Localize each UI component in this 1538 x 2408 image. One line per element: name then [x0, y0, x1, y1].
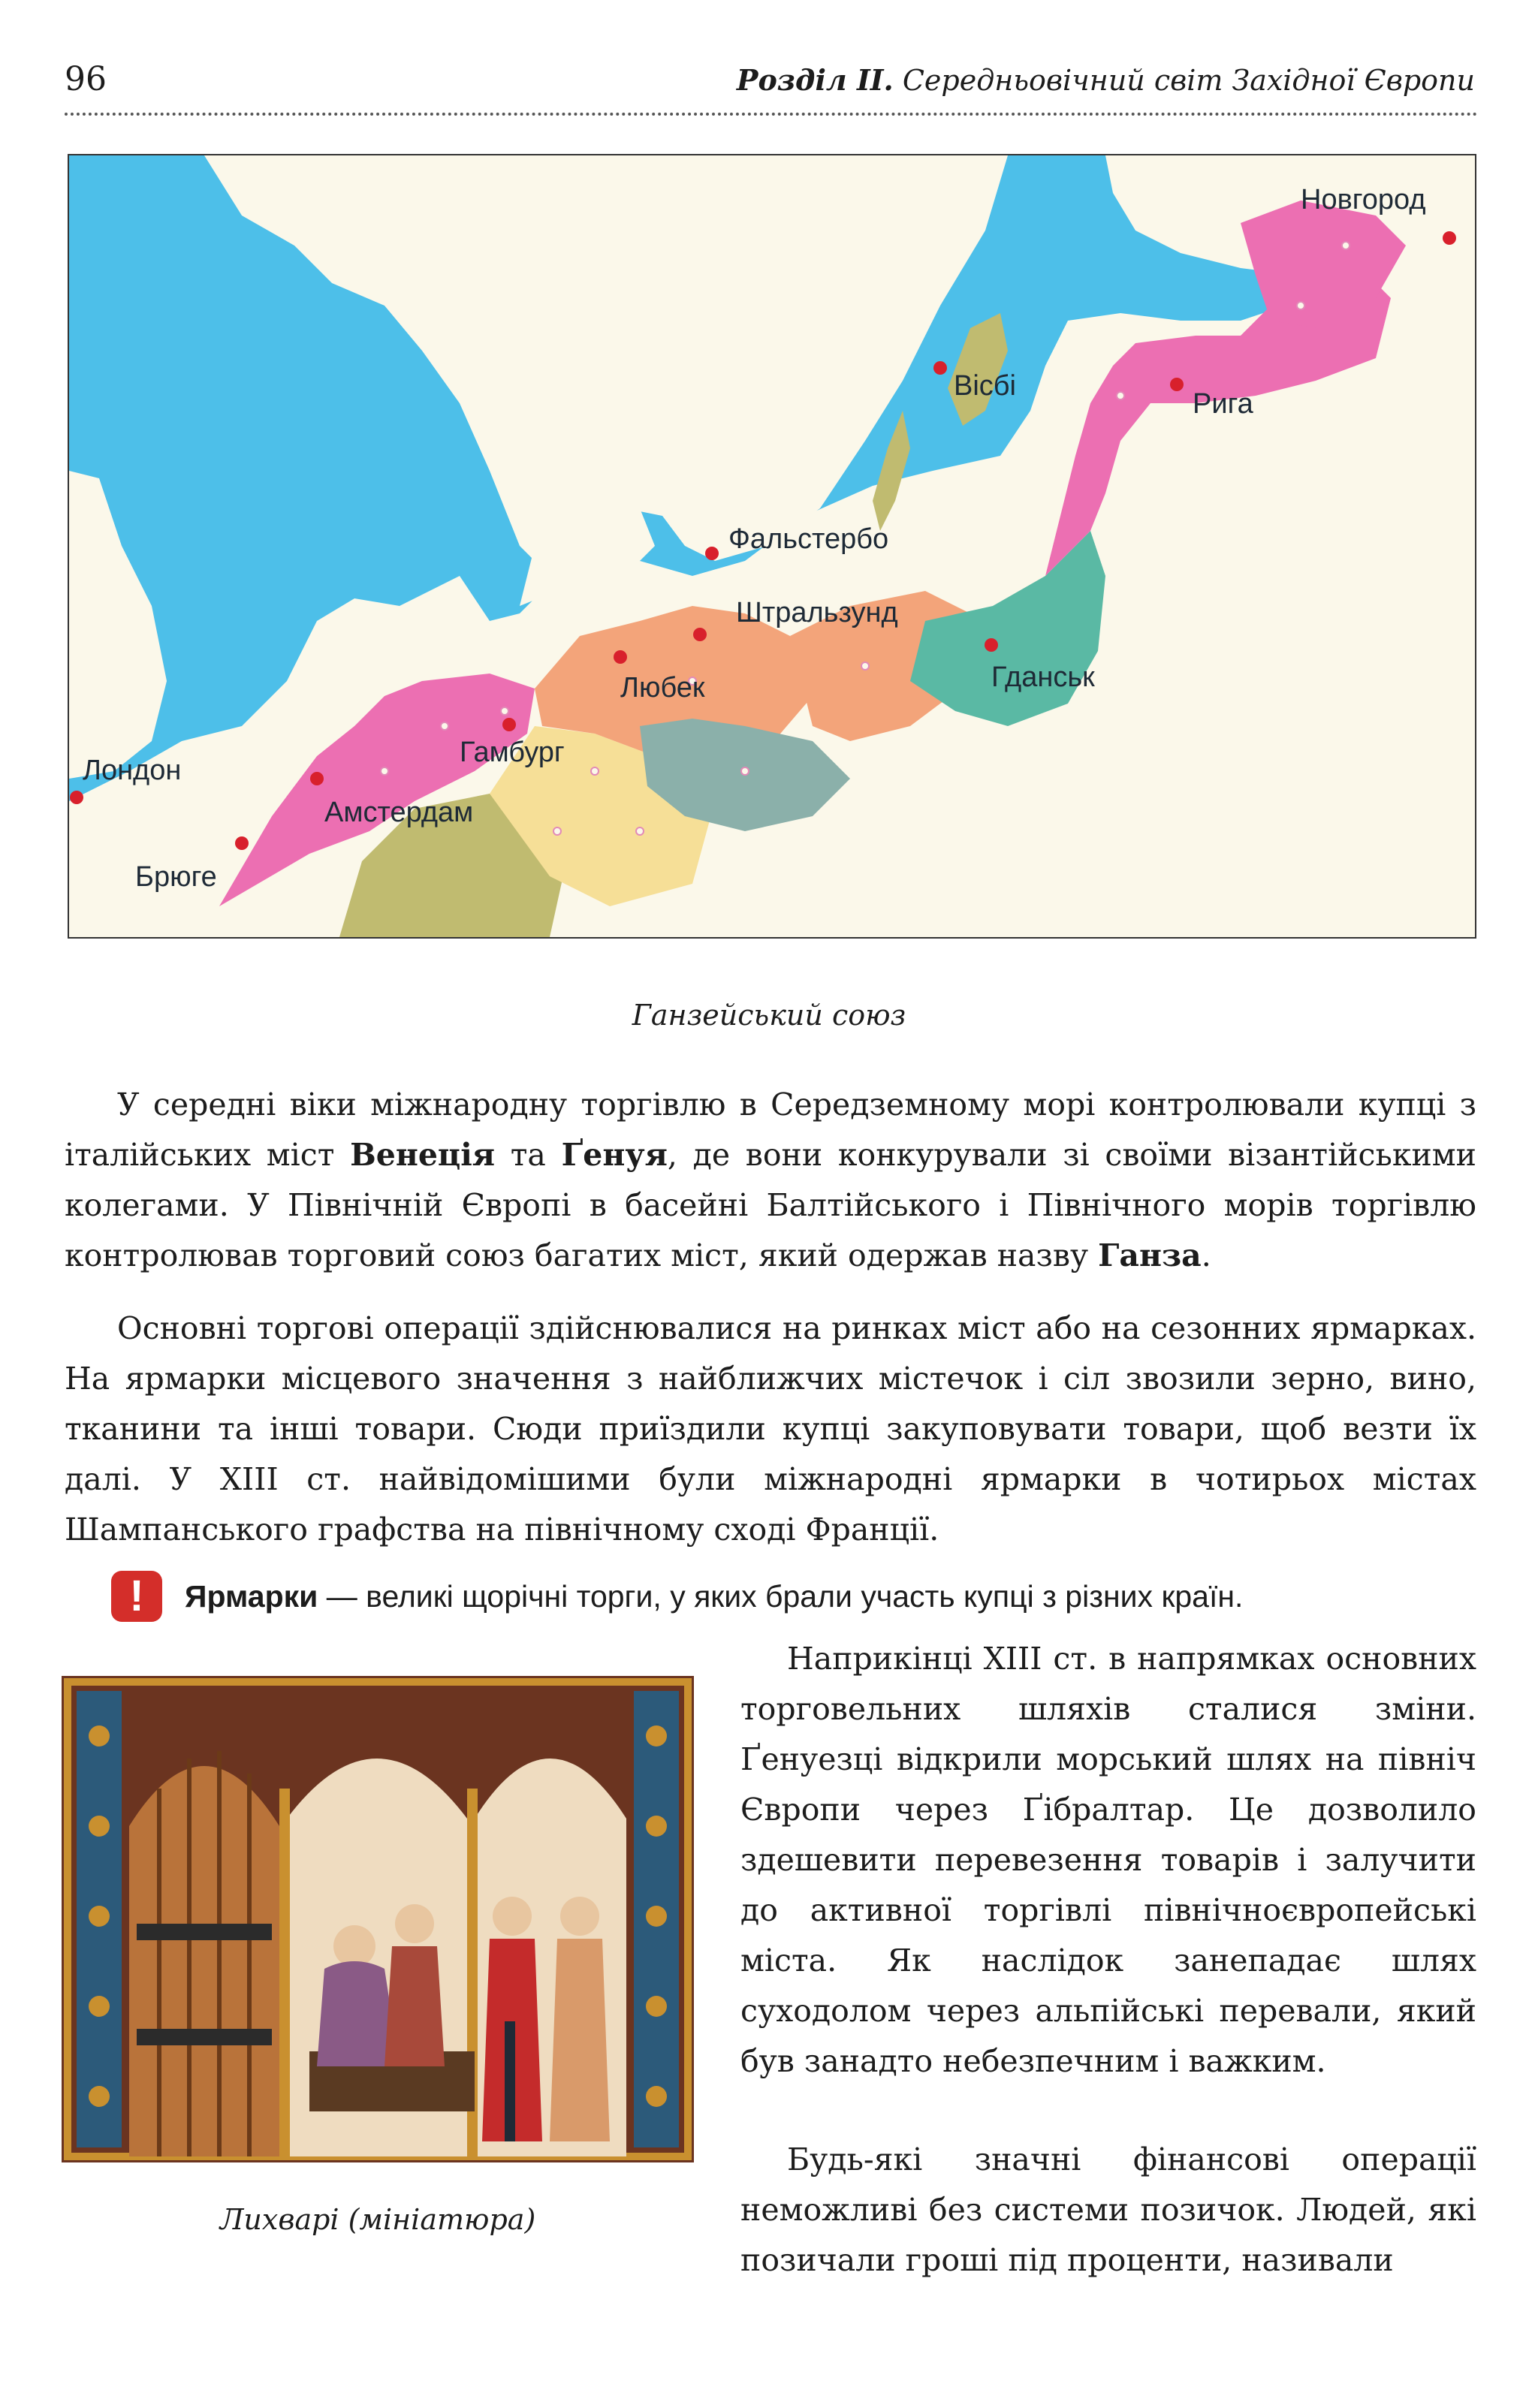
- term-genoa: Ґенуя: [561, 1137, 668, 1173]
- city-label-riga: Рига: [1193, 388, 1253, 420]
- definition-fairs: [185, 1574, 1478, 1619]
- section-label: Розділ ІІ.: [736, 63, 894, 97]
- city-dot-gdansk: [985, 638, 998, 652]
- city-dot-london: [70, 791, 83, 804]
- map-caption: Ганзейський союз: [632, 999, 906, 1032]
- city-dot-bruges: [235, 836, 249, 850]
- section-title: Середньовічний світ Західної Європи: [902, 64, 1475, 97]
- city-label-stralsund: Штральзунд: [736, 597, 898, 628]
- definition-term: Ярмарки: [185, 1579, 318, 1614]
- term-venice: Венеція: [350, 1137, 496, 1173]
- para1-text-c: , де вони конкурували зі своїми візантійськими колегами. У Північній Європі в басейні Балтійського і Північного морів торгівлю контролював торговий союз багатих міст, який одержав назву: [65, 1137, 1476, 1273]
- exclamation-icon: !: [111, 1571, 162, 1622]
- city-dot-hamburg: [502, 718, 516, 731]
- term-hansa: Ганза: [1098, 1237, 1202, 1273]
- page-number: 96: [65, 60, 107, 98]
- city-label-gdansk: Гданськ: [991, 662, 1095, 693]
- definition-text: — великі щорічні торги, у яких брали участь купці з різних країн.: [318, 1579, 1244, 1614]
- para1-text-b: та: [495, 1137, 562, 1173]
- miniature-graphic: [62, 1676, 694, 2162]
- map-land-britain: [69, 471, 167, 779]
- city-dot-lubeck: [614, 650, 627, 664]
- paragraph-3: Наприкінці ХІІІ ст. в напрямках основних торговельних шляхів сталися зміни. Ґенуезці відкрили морський шлях на північ Європи через Ґібралтар. Це дозволило здешевити перевезення товарів і залучити до активної торгівлі північноєвропейські міста. Як наслідок занепадає шлях суходолом через альпійські перевали, який був занадто небезпечним і важким.: [740, 1641, 1476, 2079]
- city-dot-riga: [1170, 378, 1184, 391]
- city-label-lubeck: Любек: [620, 672, 705, 704]
- paragraph-2: Основні торгові операції здійснювалися на ринках міст або на сезонних ярмарках. На ярмарки місцевого значення з найближчих містечок і сіл звозили зерно, вино, тканини та інші товари. Сюди приїздили купці закуповувати товари, щоб везти їх далі. У ХІІІ ст. найвідомішими були міжнародні ярмарки в чотирьох містах Шампанського графства на північному сході Франції.: [65, 1310, 1476, 1548]
- city-dot-amsterdam: [310, 772, 324, 785]
- map-island-gotland: [948, 313, 1008, 426]
- header-rule: [65, 113, 1478, 116]
- para1-text-d: .: [1201, 1237, 1211, 1273]
- paragraph-4: Будь-які значні фінансові операції неможливі без системи позичок. Людей, які позичали гроші під проценти, називали: [740, 2141, 1476, 2278]
- city-label-visby: Вісбі: [954, 370, 1016, 402]
- city-dot-falsterbo: [705, 547, 719, 560]
- city-label-falsterbo: Фальстербо: [728, 523, 889, 555]
- city-dot-visby: [933, 361, 947, 375]
- city-label-amsterdam: Амстердам: [324, 797, 474, 828]
- miniature-caption: Лихварі (мініатюра): [219, 2203, 536, 2236]
- city-dot-stralsund: [693, 628, 707, 641]
- city-label-hamburg: Гамбург: [460, 737, 565, 768]
- hanseatic-map: [68, 154, 1476, 939]
- city-label-bruges: Брюге: [135, 861, 217, 893]
- city-dot-novgorod: [1443, 231, 1456, 245]
- city-label-london: Лондон: [83, 755, 182, 786]
- para1-text-a: У середні віки міжнародну торгівлю в Середземному морі контролювали купці з італійських міст: [65, 1086, 1476, 1173]
- city-label-novgorod: Новгород: [1301, 184, 1426, 215]
- running-head: [736, 63, 1475, 97]
- moneylenders-miniature: [62, 1676, 694, 2162]
- paragraph-1: [65, 1080, 1476, 1281]
